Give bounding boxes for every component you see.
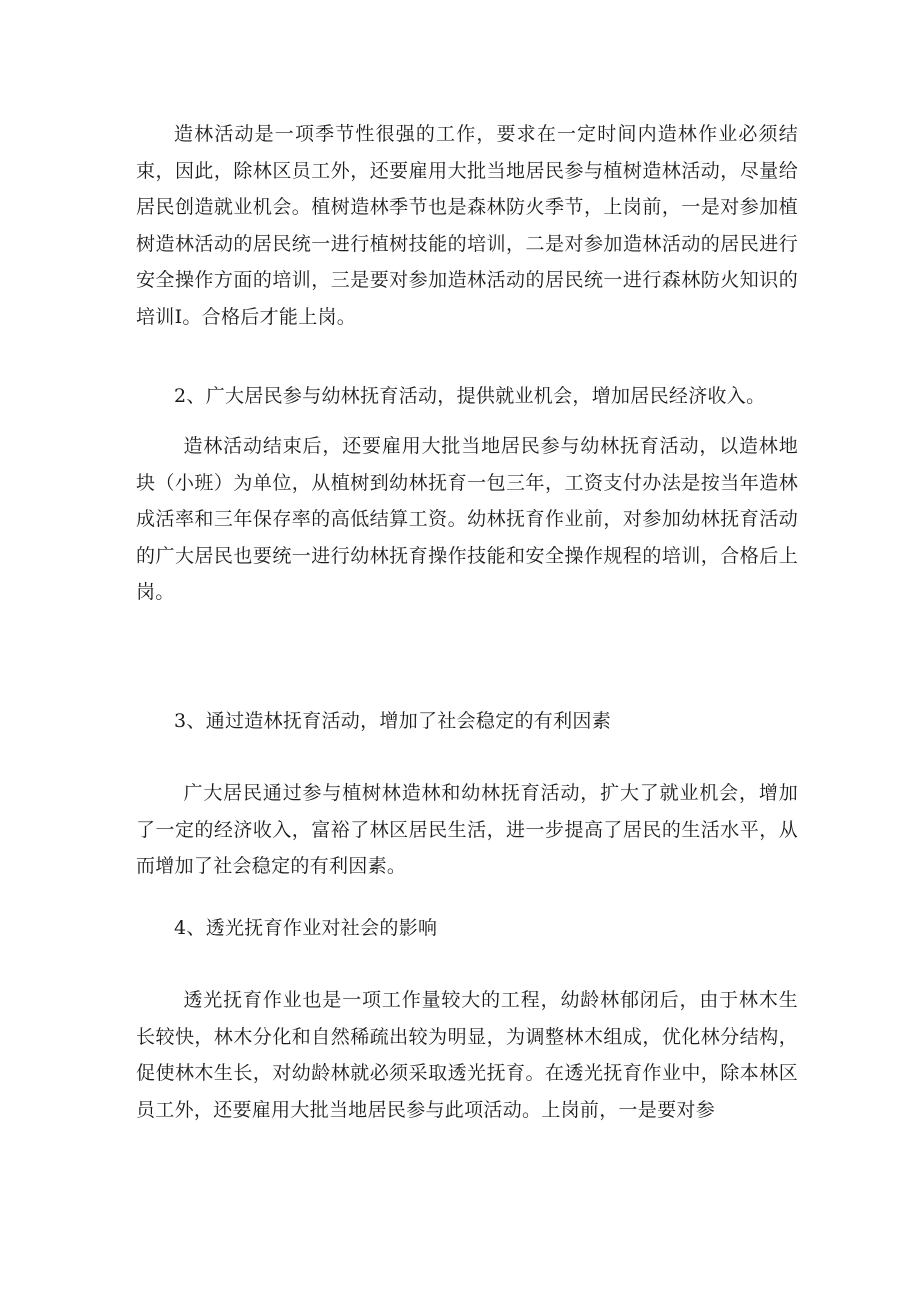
body-paragraph-afforestation-training: 造林活动是一项季节性很强的工作，要求在一定时间内造林作业必须结束，因此，除林区员工外，还要雇用大批当地居民参与植树造林活动，尽量给居民创造就业机会。植树造林季节也是森林防火季节，上岗前，一是对参加植树造林活动的居民统一进行植树技能的培训，二是对参加造林活动的居民进行安全操作方面的培训，三是要对参加造林活动的居民统一进行森林防火知识的培训I。合格后才能上岗。 xyxy=(136,123,798,328)
body-paragraph-social-stability: 广大居民通过参与植树林造林和幼林抚育活动，扩大了就业机会，增加了一定的经济收入，富裕了林区居民生活，进一步提高了居民的生活水平，从而增加了社会稳定的有利因素。 xyxy=(136,782,798,877)
section-heading-2: 2、广大居民参与幼林抚育活动，提供就业机会，增加居民经济收入。 xyxy=(174,385,766,407)
body-paragraph-young-forest-tending: 造林活动结束后，还要雇用大批当地居民参与幼林抚育活动，以造林地块（小班）为单位，从植树到幼林抚育一包三年，工资支付办法是按当年造林成活率和三年保存率的高低结算工资。幼林抚育作业前，对参加幼林抚育活动的广大居民也要统一进行幼林抚育操作技能和安全操作规程的培训，合格后上岗。 xyxy=(136,435,798,603)
body-paragraph-light-thinning: 透光抚育作业也是一项工作量较大的工程，幼龄林郁闭后，由于林木生长较快，林木分化和自然稀疏出较为明显，为调整林木组成，优化林分结构，促使林木生长，对幼龄林就必须采取透光抚育。在透光抚育作业中，除本林区员工外，还要雇用大批当地居民参与此项活动。上岗前，一是要对参 xyxy=(136,989,798,1121)
section-heading-4: 4、透光抚育作业对社会的影响 xyxy=(174,917,438,939)
section-heading-3: 3、通过造林抚育活动，增加了社会稳定的有利因素 xyxy=(174,710,611,732)
